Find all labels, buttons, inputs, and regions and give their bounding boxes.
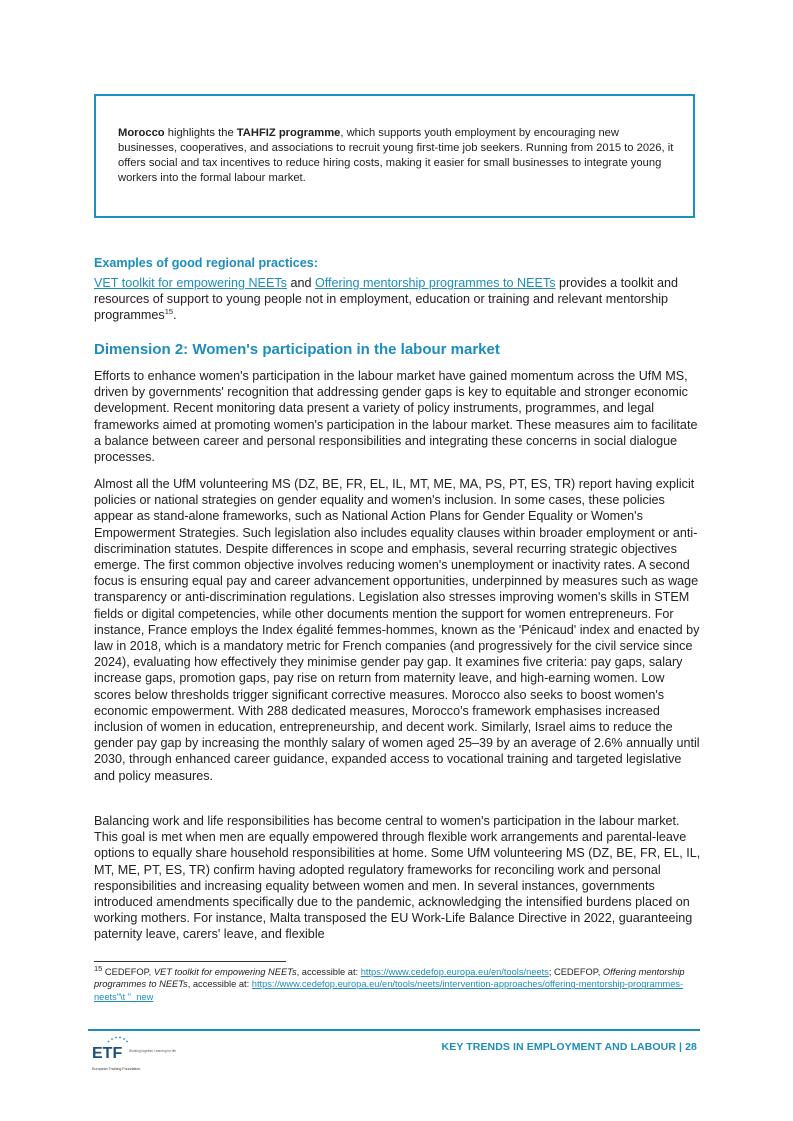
logo-tagline: Working together Learning for life [129, 1049, 177, 1053]
footnote-url-2[interactable]: https://www.cedefop.europa.eu/en/tools/neets/intervention-approaches/offering-mentorship-programmes-neets"\t "_new [94, 979, 684, 1002]
vet-toolkit-link[interactable]: VET toolkit for empowering NEETs [94, 276, 287, 290]
footer-title: KEY TRENDS IN EMPLOYMENT AND LABOUR | 28 [441, 1041, 697, 1053]
footnote-url-1[interactable]: https://www.cedefop.europa.eu/en/tools/neets [360, 967, 549, 977]
paragraph-3: Balancing work and life responsibilities has become central to women's participation in the labour market. This goal is met when men are equally empowered through flexible work arrangements and parental-leave options to equally share household responsibilities at home. Some UfM volunteering MS (DZ, BE, FR, EL, IL, MT, ME, PT, ES, TR) confirm having adopted regulatory frameworks for reconciling work and personal responsibilities and increasing equality between women and men. In several instances, governments introduced amendments specifically due to the pandemic, acknowledging the intensified burdens placed on working mothers. For instance, Malta transposed the EU Work-Life Balance Directive in 2022, guaranteeing paternity leave, carers' leave, and flexible [94, 814, 701, 942]
footer-divider [88, 1029, 700, 1031]
good-practices-heading: Examples of good regional practices: [94, 256, 318, 270]
case-study-text: Morocco highlights the TAHFIZ programme, which supports youth employment by encouraging new businesses, cooperatives, and associations to recruit young first-time job seekers. Running from 2015 to 2026, it offers social and tax incentives to reduce hiring costs, making it easier for small businesses to integrate young workers into the formal labour market. [118, 127, 674, 184]
good-practices-text: VET toolkit for empowering NEETs and Offering mentorship programmes to NEETs provides a toolkit and resources of support to young people not in employment, education or training and relevant mentorship programmes$^{15}$. [94, 276, 679, 323]
logo-name: European Training Foundation [92, 1067, 141, 1071]
logo-acronym: ETF [92, 1045, 123, 1062]
footnote-number: 15 [94, 963, 103, 973]
section-heading: Dimension 2: Women's participation in the labour market [94, 341, 500, 358]
footnote-divider [94, 961, 286, 962]
paragraph-1: Efforts to enhance women's participation in the labour market have gained momentum across the UfM MS, driven by governments' recognition that addressing gender gaps is key to equitable and stronger economic development. Recent monitoring data present a variety of policy instruments, programmes, and legal frameworks aimed at promoting women's participation in the labour market. These measures aim to facilitate a balance between career and personal responsibilities and integrating these concerns in social dialogue processes. [94, 369, 698, 465]
paragraph-2: Almost all the UfM volunteering MS (DZ, BE, FR, EL, IL, MT, ME, MA, PS, PT, ES, TR) report having explicit policies or national strategies on gender equality and women's inclusion. In some cases, these policies appear as stand-alone frameworks, such as National Action Plans for Gender Equality or Women's Empowerment Strategies. Such legislation also includes equality clauses within broader employment or anti-discrimination statutes. Despite differences in scope and emphasis, several recurring strategic objectives emerge. The first common objective involves reducing women's unemployment or inactivity rates. A second focus is ensuring equal pay and career advancement opportunities, underpinned by measures such as wage transparency or anti-discrimination regulations. Legislation also stresses improving women's skills in STEM fields or digital competencies, while other documents mention the support for women entrepreneurs. For instance, France employs the Index égalité femmes-hommes, known as the 'Pénicaud' index and enacted by law in 2018, which is a mandatory metric for French companies (and progressively for the civil service since 2024), evaluating how effectively they minimise gender pay gap. It examines five criteria: pay gaps, salary increase gaps, promotion gaps, pay rise on return from maternity leave, and high-earning women. Low scores below thresholds trigger significant corrective measures. Morocco also seeks to boost women's economic empowerment. With 288 dedicated measures, Morocco's framework emphasises increased inclusion of women in education, entrepreneurship, and decent work. Similarly, Israel aims to reduce the gender pay gap by increasing the monthly salary of women aged 25–39 by an average of 2.6% annually until 2030, through enhanced career guidance, expanded access to vocational training and targeted legislative and policy measures. [94, 477, 700, 783]
mentorship-link[interactable]: Offering mentorship programmes to NEETs [314, 276, 556, 290]
programme-name: TAHFIZ programme [236, 127, 341, 139]
country-name: Morocco [118, 127, 165, 139]
footnote: $^{15}$ CEDEFOP, VET toolkit for empowering NEETs, accessible at: https://www.cedefop.europa.eu/en/tools/neets; CEDEFOP, Offering mentorship programmes to NEETs, accessible at: https://www.cedefop.europa.eu/en/tools/neets/intervention-approaches/offering-mentorship-programmes-neets"\t "_new [94, 963, 685, 1002]
logo-stars [108, 1037, 128, 1043]
etf-logo-icon [92, 1036, 177, 1072]
footnote-ref[interactable]: 15 [164, 307, 174, 317]
case-study-box [94, 94, 695, 218]
